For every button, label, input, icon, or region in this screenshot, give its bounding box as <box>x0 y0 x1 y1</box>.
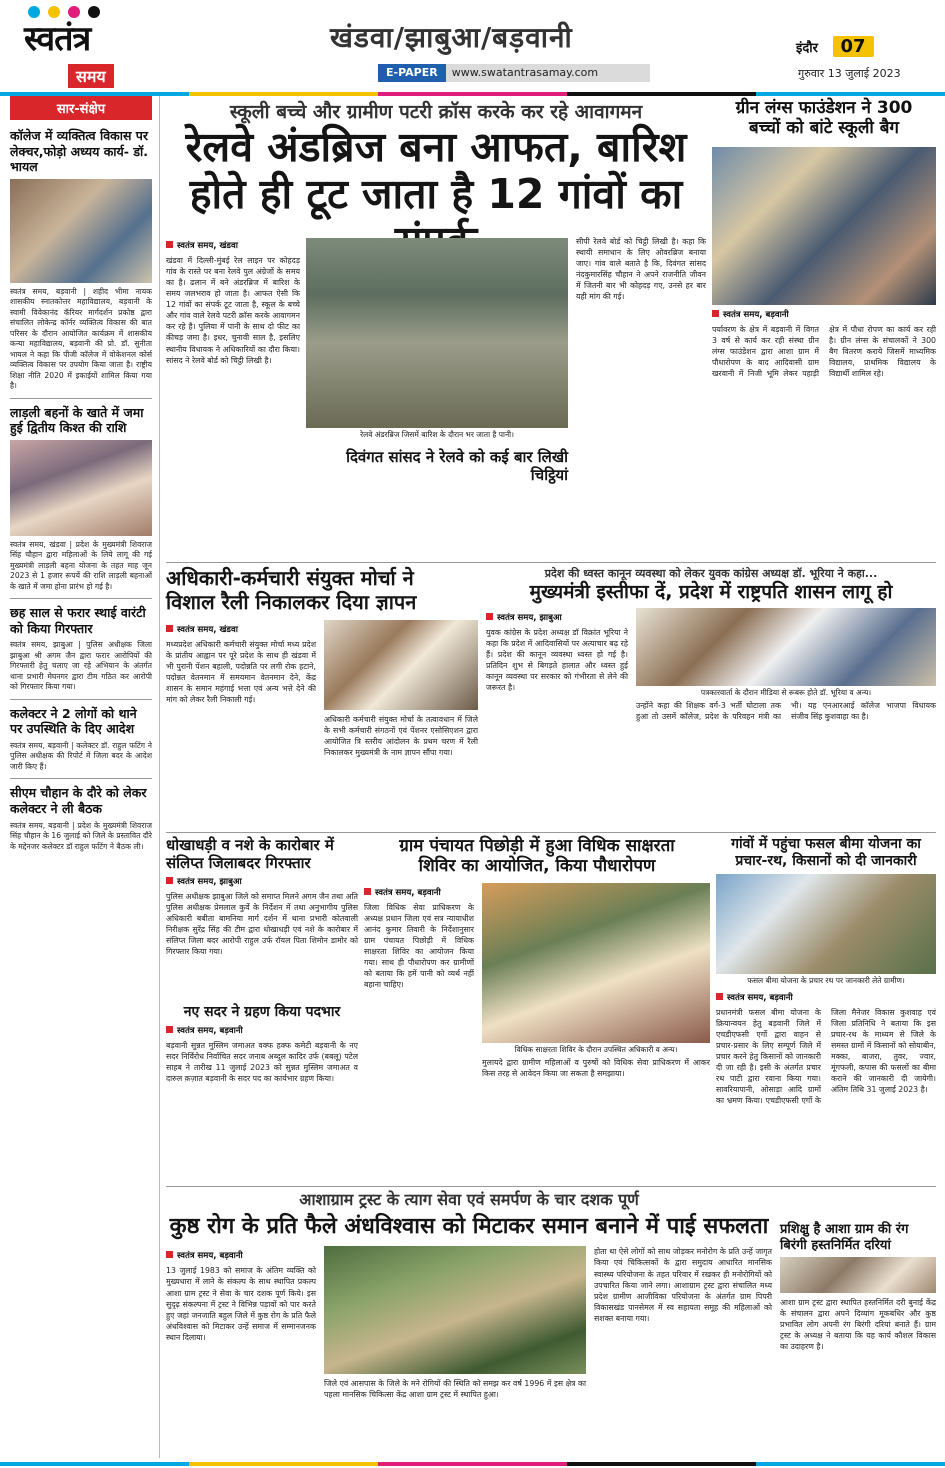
color-strip-bottom <box>0 1462 945 1466</box>
article-body: जिला विधिक सेवा प्राधिकरण के अध्यक्ष प्रधान जिला एवं सत्र न्यायाधीश आनंद कुमार तिवारी के निर्देशानुसार ग्राम पंचायत पिछोड़ी में विधिक साक्षरता शिविर का आयोजन किया गया। साथ ही पौधारोपण कर ग्रामीणों को बताया कि हमें पानी को व्यर्थ नहीं बहाना चाहिए। <box>364 902 474 990</box>
carpets-headline-line1: प्रशिक्षु है आशा ग्राम की रंग <box>780 1222 909 1237</box>
brief-title: सीएम चौहान के दौरे को लेकर कलेक्टर ने ली बैठक <box>10 785 147 817</box>
section-rule <box>166 1186 936 1187</box>
brief-body: स्वतंत्र समय, बड़वानी | कलेक्टर डॉ. राहुल फटिंग ने पुलिस अधीक्षक की रिपोर्ट में जिला बदर के आदेश जारी किए हैं। <box>10 741 152 771</box>
article-body: बड़वानी सुन्नत मुस्लिम जमाअत वक्फ हक्फ कमेटी बड़वानी के नए सदर निर्विरोध निर्वाचित सदर जनाब अब्दुल कादिर उर्फ (बबलू) पटेल साहब ने तारीख 11 जुलाई 2023 को सुन्नत मुस्लिम जमाअत व दारुल क़ज़ात बड़वानी के सदर पद का कार्यभार ग्रहण किया। <box>166 1040 358 1083</box>
article-body: मुलायदे द्वारा ग्रामीण महिलाओं व पुरुषों को विधिक सेवा प्राधिकरण में आकर किस तरह से आवेदन किया जा सकता है समझाया। <box>482 1057 710 1078</box>
new-sadar-article <box>166 1004 358 1182</box>
leprosy-kicker: आशाग्राम ट्रस्ट के त्याग सेवा एवं समर्पण के चार दशक पूर्ण <box>299 1190 639 1209</box>
logo-line1: स्वतंत्र <box>24 19 91 59</box>
article-body: पर्यावरण के क्षेत्र में बड़वानी में विगत 3 वर्ष से कार्य कर रही संस्था ग्रीन लंग्स फाउंडेशन द्वारा आशा ग्राम में पौधारोपण के बाद आदिवासी ग्राम खरवानी में निजी भूमि लेकर पहाड़ी क्षेत्र में पौधा रोपण का कार्य कर रही है। ग्रीन लंग्स के संचालकों ने 300 बैग वितरण कराये जिसमें माध्यमिक विद्यालय, प्राथमिक विद्यालय के विद्यार्थी शामिल रहे। <box>712 324 936 379</box>
article-body: 13 जुलाई 1983 को समाज के अंतिम व्यक्ति को मुख्यधारा में लाने के संकल्प के साथ स्थापित प्रकल्प आशा ग्राम ट्रस्ट ने सेवा के चार दशक पूर्ण किये। इस सुदृढ़ संकल्पना में ट्रस्ट ने विभिन्न पड़ावों को पार करते हुए जहां जनजाति बहुल जिले में कुष्ठ रोग के प्रति फैले अंधविश्वास को मिटाकर उन्हें समाज में सम्मानजनक स्थान दिलाया। <box>166 1266 316 1342</box>
green-lungs-headline-line2: बच्चों को बांटे स्कूली बैग <box>748 118 899 139</box>
dateline: स्वतंत्र समय, बड़वानी <box>166 1025 358 1036</box>
city-page-box <box>796 36 874 57</box>
top-story-col1 <box>166 236 300 558</box>
photo-caption: पत्रकारवार्ता के दौरान मीडिया से रूबरू होते डॉ. भूरिया व अन्य। <box>700 687 872 697</box>
union-rally-headline-line2: विशाल रैली निकालकर दिया ज्ञापन <box>166 590 417 614</box>
carpets-photo <box>780 1257 936 1293</box>
article-body: होता था ऐसे लोगों को साथ जोड़कर मनोरोग के प्रति उन्हें जागृत किया एवं चिकित्सकों के द्वारा समुदाय आधारित मानसिक स्वास्थ्य परियोजना के तहत परिवार में रखकर ही मनोरोगियों को उपचारित किया जाने लगा। आशाग्राम ट्रस्ट द्वारा संचालित मध्य प्रदेश ग्रामीण आजीविका परियोजना के अंतर्गत ग्राम पिपरी विकासखंड पानसेमल में स्व सहायता समूह की महिलाओं को सशक्त बनाया गया। <box>594 1247 772 1323</box>
epaper-label: E-PAPER <box>378 64 446 82</box>
article-body: जिले एवं आसपास के जिले के मने रोगियों की स्थिति को समझ कर वर्ष 1996 में इस क्षेत्र का पहला मानसिक चिकित्सा केंद्र आशा ग्राम ट्रस्ट में स्थापित हुआ। <box>324 1379 586 1400</box>
union-rally-article <box>166 566 478 828</box>
brief-body: स्वतंत्र समय, बड़वानी | प्रदेश के मुख्यमंत्री शिवराज सिंह चौहान के 16 जुलाई को जिले के प्रस्तावित दौरे के मद्देनजर कलेक्टर डॉ राहुल फटिंग ने बैठक ली। <box>10 820 152 851</box>
railway-underbridge-photo <box>306 238 568 428</box>
leprosy-article <box>166 1188 772 1456</box>
crime-headline-line1: धोखाधड़ी व नशे के कारोबार में <box>166 836 334 854</box>
color-registration-dots <box>28 6 100 18</box>
article-body: सीपी रेलवे बोर्ड को चिट्ठी लिखी है। कहा कि स्थायी समाधान के लिए ओवरब्रिज बनाया जाए। गांव वाले बताते है कि, दिवंगत सांसद नंदकुमारसिंह चौहान ने अपने राजनीति जीवन में जितनी बार भी कोहदड़ गए, उनसे हर बार यही मांग की गई। <box>576 237 706 302</box>
dateline: स्वतंत्र समय, झाबुआ <box>166 876 358 887</box>
article-body: उन्होंने कहा की शिक्षक वर्ग-3 भर्ती घोटाला तक हुआ तो उसमें कॉलेज, प्रदेश के परिवहन मंत्री का भी। यह एनआरआई कॉलेज भाजपा विधायक संजीव सिंह कुशवाहा का है। <box>636 700 936 721</box>
article-body-part: सावरियापानी, ओसाड़ा आदि ग्रामों का भ्रमण किया। एचडीएफसी एर्गो के जिला मैनेजर विकास कुशवाह एवं जिला प्रतिनिधि ने बताया कि इस प्रचार-रथ के माध्यम से जिले के समस्त ग्रामों में किसानों को सोयाबीन, मक्का, बाजरा, तुवर, ज्वार, मूंगफली, कपास की फसलों का बीमा कराने की जानकारी दी जायेगी। अंतिम तिथि 31 जुलाई 2023 है। <box>716 1007 936 1106</box>
article-body: अधिकारी कर्मचारी संयुक्त मोर्चा के तत्वावधान में जिले के सभी कर्मचारी संगठनों एवं पेंशनर एसोसिएशन द्वारा आयोजित त्रि स्तरीय आंदोलन के प्रथम चरण में रैली निकालकर मुख्यमंत्री के नाम ज्ञापन सौंपा गया। <box>324 715 478 758</box>
website-link[interactable]: www.swatantrasamay.com <box>451 66 599 79</box>
article-body: खंडवा में दिल्ली-मुंबई रेल लाइन पर कोहदड़ गांव के रास्ते पर बना रेलवे पुल अंग्रेजों के समय का है। ढलान में बने अंडरब्रिज में बारिश के समय जलभराव हो जाता है। आफत ऐसी कि 12 गांवों का संपर्क टूट जाता है, स्कूल के बच्चे और गांव वाले रेलवे पटरी क्रॉस करके आवागमन कर रहे है। पुलिया में पानी के साथ दो फीट का कीचड़ जमा है। इधर, चुनावी साल है, इसलिए स्थानीय विधायक ने अधिकारियों का दौरा किया। सांसद ने रेलवे बोर्ड को चिट्ठी लिखी है। <box>166 256 300 365</box>
brief-photo <box>10 440 152 536</box>
top-story-photo-block <box>306 238 568 444</box>
registration-dot <box>48 6 60 18</box>
dateline: स्वतंत्र समय, बड़वानी <box>716 992 936 1003</box>
article-body: युवक कांग्रेस के प्रदेश अध्यक्ष डॉ विक्रांत भूरिया ने कहा कि प्रदेश में आदिवासियों पर अत्याचार बढ़ रहे हैं। प्रदेश की कानून व्यवस्था ध्वस्त हो गई है। प्रतिदिन शुभ से बिगड़ते हालात और ध्वस्त हुई कानून व्यवस्था पर सरकार को गंभीरता से लेने की जरूरत है। <box>486 627 628 693</box>
photo-caption: विधिक साक्षरता शिविर के दौरान उपस्थित अधिकारी व अन्य। <box>514 1044 678 1054</box>
top-story-kicker: स्कूली बच्चे और ग्रामीण पटरी क्रॉस करके कर रहे आवागमन <box>229 101 643 123</box>
edition-title: खंडवा/झाबुआ/बड़वानी <box>330 21 573 54</box>
carpets-headline-line2: बिरंगी हस्तनिर्मित दरियां <box>780 1237 891 1253</box>
photo-caption: रेलवे अंडरब्रिज जिसमें बारिश के दौरान भर जाता है पानी। <box>360 430 514 439</box>
crime-headline-line2: संलिप्त जिलाबदर गिरफ्तार <box>166 854 311 872</box>
brief-title: लाड़ली बहनों के खाते में जमा हुई द्वितीय किश्त की राशि <box>10 404 144 436</box>
congress-headline: मुख्यमंत्री इस्तीफा दें, प्रदेश में राष्ट्रपति शासन लागू हो <box>529 581 893 603</box>
registration-dot <box>88 6 100 18</box>
photo-caption: फसल बीमा योजना के प्रचार रथ पर जानकारी लेते ग्रामीण। <box>747 975 905 985</box>
masthead <box>0 0 945 90</box>
logo <box>24 14 156 88</box>
divider <box>10 699 152 700</box>
divider <box>10 778 152 779</box>
top-story-headline-line1: रेलवे अंडब्रिज बना आफत, बारिश <box>185 123 687 171</box>
article-body: पुलिस अधीक्षक झाबुआ जिले को समाप्त मिलने अगम जैन तथा अति पुलिस अधीक्षक प्रेमलाल कुर्वे के निर्देशन में तथा अनुभागीय पुलिस अधिकारी बबीता बामनिया मार्ग दर्शन में थाना प्रभारी कोतवाली निरीक्षक सुरेंद्र सिंह की टीम द्वारा धोखाधड़ी एवं नशे के कारोबार में संलिप्त जिला बदर आरोपी राहुल उर्फ रॉयल पिता शिमोन डामोर को गिरफ्तार किया गया। <box>166 892 358 957</box>
left-brief-column <box>10 96 152 1458</box>
rally-photo <box>324 620 478 710</box>
dateline: स्वतंत्र समय, बड़वानी <box>166 1250 316 1261</box>
registration-dot <box>68 6 80 18</box>
top-story-col-right <box>576 236 706 558</box>
crime-article <box>166 836 358 1000</box>
article-body-part: प्रधानमंत्री फसल बीमा योजना के क्रियान्वयन हेतु बड़वानी जिले में एचडीएफसी एर्गो द्वारा वाहन से प्रचार-प्रसार के लिए सम्पूर्ण जिले में प्रचार करने हेतु किसानों को जानकारी दी जा रही है। इसी के अंतर्गत प्रचार रथ पाटी द्वारा रवाना किया गया। <box>716 1007 821 1083</box>
brief-title: कॉलेज में व्यक्तित्व विकास पर लेक्चर,फोड़ो अध्यय कार्य- डॉ. भायल <box>10 128 149 175</box>
press-conference-photo <box>636 608 936 686</box>
congress-article <box>486 566 936 828</box>
legal-camp-headline-line2: शिविर का आयोजित, किया पौधारोपण <box>418 856 656 877</box>
dateline: स्वतंत्र समय, खंडवा <box>166 240 300 251</box>
logo-line2: समय <box>68 64 114 88</box>
epaper-bar <box>378 64 650 82</box>
brief-title: कलेक्टर ने 2 लोगों को थाने पर उपस्थिति के दिए आदेश <box>10 705 137 737</box>
handmade-carpets-article <box>780 1222 936 1456</box>
campaign-van-photo <box>716 874 936 974</box>
top-story-headline-line2: होते ही टूट जाता है 12 गांवों का <box>189 170 683 219</box>
page-number: 07 <box>833 36 874 57</box>
issue-date: गुरुवार 13 जुलाई 2023 <box>798 67 901 80</box>
brief-photo <box>10 179 152 283</box>
brief-title: छह साल से फरार स्थाई वारंटी को किया गिरफ्तार <box>10 605 146 636</box>
article-body: आशा ग्राम ट्रस्ट द्वारा स्थापित हस्तनिर्मित दरी बुनाई केंद्र के संचालन द्वारा अपने दिव्यांग मूकबधिर और कुष्ठ प्रभावित लोग अपनी रंग बिरंगी दरियां बनाते हैं। ग्राम ट्रस्ट के अध्यक्ष ने बताया कि यह कार्य कौशल विकास का उदाहरण है। <box>780 1298 936 1352</box>
dateline: स्वतंत्र समय, झाबुआ <box>486 612 628 623</box>
union-rally-headline-line1: अधिकारी-कर्मचारी संयुक्त मोर्चा ने <box>166 566 414 590</box>
section-rule <box>166 832 936 833</box>
school-bags-photo <box>712 147 936 305</box>
divider <box>10 598 152 599</box>
new-sadar-headline: नए सदर ने ग्रहण किया पदभार <box>183 1004 341 1020</box>
green-lungs-headline-line1: ग्रीन लंग्स फाउंडेशन ने 300 <box>735 98 913 118</box>
insurance-headline-line1: गांवों में पहुंचा फसल बीमा योजना का <box>731 836 921 852</box>
registration-dot <box>28 6 40 18</box>
insurance-headline-line2: प्रचार-रथ, किसानों को दी जानकारी <box>735 852 917 869</box>
article-body <box>716 1007 936 1107</box>
brief-body: स्वतंत्र समय, झाबुआ | पुलिस अधीक्षक जिला झाबुआ श्री अगम जैन द्वारा फरार आरोपियों की गिरफ्तारी हेतु चलाए जा रहे अभियान के अंतर्गत थाना प्रभारी मेघनगर द्वारा टीम गठित कर आरोपी को गिरफ्तार किया गया। <box>10 640 152 692</box>
top-story-col-mid <box>306 448 568 558</box>
column-rule <box>159 96 160 1458</box>
dateline: स्वतंत्र समय, बड़वानी <box>364 887 474 898</box>
section-rule <box>166 562 936 563</box>
legal-camp-photo <box>482 883 710 1043</box>
divider <box>10 398 152 399</box>
legal-camp-headline-line1: ग्राम पंचायत पिछोड़ी में हुआ विधिक साक्षरता <box>399 836 675 856</box>
crop-insurance-article <box>716 836 936 1182</box>
brief-body: स्वतंत्र समय, खंडवा | प्रदेश के मुख्यमंत्री शिवराज सिंह चौहान द्वारा महिलाओं के लिये लागू की गई मुख्यमंत्री लाड़ली बहना योजना के तहत माह जून 2023 से 1 हजार रूपयें की राशि लाड़ली बहनाओं के खाते में जमा होना प्रारंभ हो गई है। <box>10 539 152 591</box>
leprosy-headline: कुष्ठ रोग के प्रति फैले अंधविश्वास को मिटाकर समान बनाने में पाई सफलता <box>169 1214 769 1239</box>
section-label: सार-संक्षेप <box>10 96 152 120</box>
brief-body: स्वतंत्र समय, बड़वानी | शहीद भीमा नायक शासकीय स्नातकोत्तर महाविद्यालय, बड़वानी के स्वामी विवेकानंद कॅरियर मार्गदर्शन प्रकोष्ठ द्वारा संचालित लोकेन्द्र कॉर्नर व्यक्तित्व विकास की बात परिसर के दौरान आयोजित कार्यक्रम में शासकीय कन्या महाविद्यालय, बड़वानी की प्रो. डॉ. सुनीता भायल ने कहा कि पीजी कॉलेज में वोकेशनल कोर्स व्यक्तित्व विकास पर उपयोग किया जाता है। राष्ट्रीय शिक्षा नीति 2020 में इकाईयों शामिल किया गया है। <box>10 286 152 391</box>
article-body: मध्यप्रदेश अधिकारी कर्मचारी संयुक्त मोर्चा मध्य प्रदेश के प्रांतीय आह्वान पर पूरे प्रदेश के साथ ही खंडवा में भी पुरानी पेंशन बहाली, पदोन्नति पर लगी रोक हटाने, पदोन्नत वेतनमान में समयमान वेतनमान देने, केंद्र शासन के समान महंगाई भत्ता एवं अन्य भत्ते देने की मांग को लेकर रैली निकाली गई। <box>166 640 316 705</box>
congress-kicker: प्रदेश की ध्वस्त कानून व्यवस्था को लेकर युवक कांग्रेस अध्यक्ष डॉ. भूरिया ने कहा... <box>544 567 878 580</box>
dateline: स्वतंत्र समय, बड़वानी <box>712 309 936 320</box>
top-story-headline-block <box>166 98 706 234</box>
top-story-subhead: दिवंगत सांसद ने रेलवे को कई बार लिखी चिट्ठियां <box>346 448 568 484</box>
plantation-photo <box>324 1246 586 1374</box>
legal-literacy-article <box>364 836 710 1182</box>
green-lungs-article <box>712 98 936 568</box>
city-name: इंदौर <box>796 41 818 56</box>
dateline: स्वतंत्र समय, खंडवा <box>166 624 316 635</box>
